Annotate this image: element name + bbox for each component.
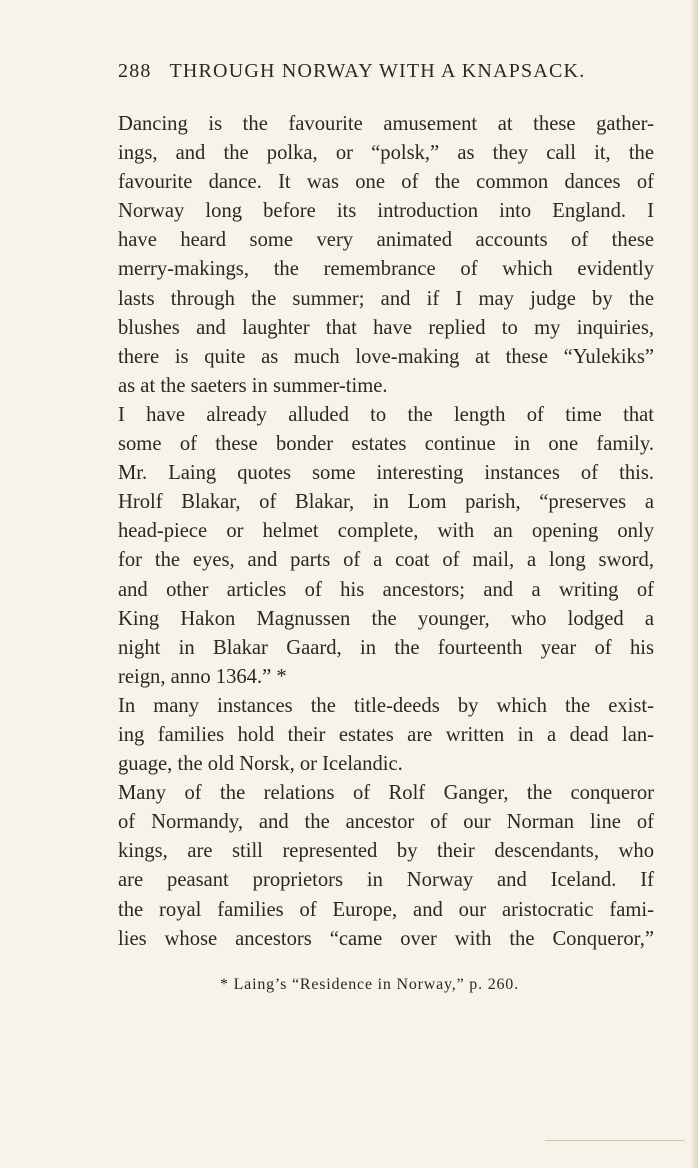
text-line: ing families hold their estates are written in a dead lan-: [118, 723, 654, 746]
text-line: reign, anno 1364.” *: [118, 665, 287, 688]
text-line: ings, and the polka, or “polsk,” as they call it, the: [118, 142, 654, 165]
text-line: King Hakon Magnussen the younger, who lodged a: [118, 607, 654, 630]
text-line: some of these bonder estates continue in one family.: [118, 433, 654, 456]
text-line: I have already alluded to the length of time that: [118, 403, 654, 426]
text-line: and other articles of his ancestors; and a writing of: [118, 578, 654, 601]
text-line: night in Blakar Gaard, in the fourteenth year of his: [118, 636, 654, 659]
footnote: * Laing’s “Residence in Norway,” p. 260.: [220, 976, 519, 993]
page-rule: [545, 1140, 685, 1141]
text-line: lasts through the summer; and if I may judge by the: [118, 287, 654, 310]
text-line: Mr. Laing quotes some interesting instances of this.: [118, 462, 654, 485]
text-line: the royal families of Europe, and our aristocratic fami-: [118, 898, 654, 921]
text-line: for the eyes, and parts of a coat of mail, a long sword,: [118, 549, 654, 572]
text-line: blushes and laughter that have replied to my inquiries,: [118, 316, 654, 339]
text-line: kings, are still represented by their descendants, who: [118, 840, 654, 863]
text-line: as at the saeters in summer-time.: [118, 374, 388, 397]
text-line: merry-makings, the remembrance of which evidently: [118, 258, 654, 281]
text-line: have heard some very animated accounts of these: [118, 229, 654, 252]
text-line: head-piece or helmet complete, with an opening only: [118, 520, 654, 543]
text-line: Hrolf Blakar, of Blakar, in Lom parish, “preserves a: [118, 491, 654, 514]
text-line: Norway long before its introduction into England. I: [118, 200, 654, 223]
text-line: Dancing is the favourite amusement at these gather-: [118, 113, 654, 135]
running-title: THROUGH NORWAY WITH A KNAPSACK.: [169, 60, 586, 82]
running-header: [118, 60, 658, 83]
text-line: are peasant proprietors in Norway and Iceland. If: [118, 869, 654, 892]
text-line: guage, the old Norsk, or Icelandic.: [118, 753, 403, 776]
text-line: In many instances the title-deeds by which the exist-: [118, 694, 654, 717]
text-line: favourite dance. It was one of the common dances of: [118, 171, 654, 194]
page-edge: [692, 0, 698, 1168]
text-line: lies whose ancestors “came over with the Conqueror,”: [118, 927, 654, 950]
text-line: Many of the relations of Rolf Ganger, the conqueror: [118, 782, 654, 805]
text-line: of Normandy, and the ancestor of our Norman line of: [118, 811, 654, 834]
page-number: 288: [118, 60, 152, 82]
text-line: there is quite as much love-making at these “Yulekiks”: [118, 345, 654, 368]
body-text: [118, 110, 654, 954]
